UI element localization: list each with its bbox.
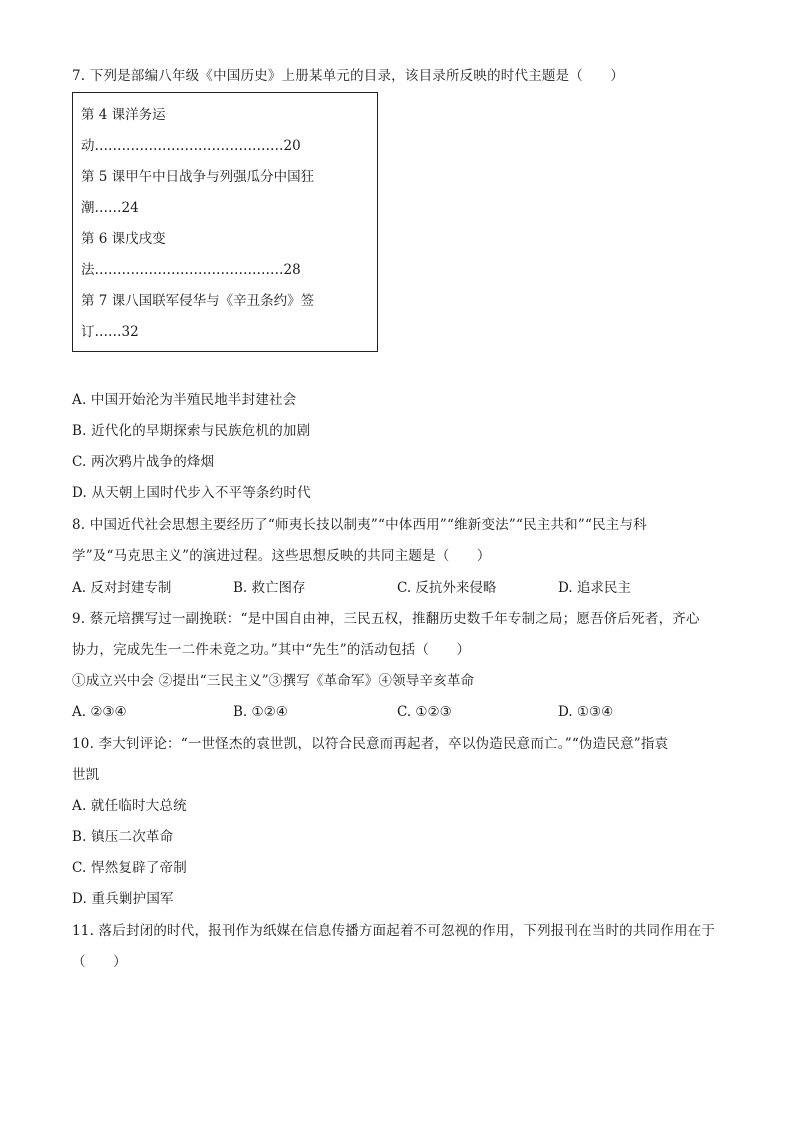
toc-line: 法……………………………………28: [81, 262, 301, 278]
toc-line: 订……32: [81, 324, 139, 340]
q11-stem-line1: 11. 落后封闭的时代，报刊作为纸媒在信息传播方面起着不可忽视的作用，下列报刊在当时的共同作用在于: [72, 923, 716, 939]
q8-stem-line1: 8. 中国近代社会思想主要经历了“师夷长技以制夷”“中体西用”“维新变法”“民主共和”“民主与科: [72, 517, 647, 533]
toc-line: 第 5 课甲午中日战争与列强瓜分中国狂: [81, 169, 315, 185]
q9-option-c: C. ①②③: [397, 704, 452, 720]
q8-option-a: A. 反对封建专制: [72, 580, 172, 596]
q7-option-c: C. 两次鸦片战争的烽烟: [72, 454, 215, 470]
q8-option-b: B. 救亡图存: [233, 580, 306, 596]
q8-stem-line2: 学”及“马克思主义”的演进过程。这些思想反映的共同主题是（ ）: [72, 548, 491, 564]
q9-items: ①成立兴中会 ②提出“三民主义”③撰写《革命军》④领导辛亥革命: [72, 673, 475, 689]
toc-line: 第 4 课洋务运: [81, 107, 166, 123]
q10-stem-line2: 世凯: [72, 767, 100, 783]
q8-option-d: D. 追求民主: [558, 580, 631, 596]
q7-option-a: A. 中国开始沦为半殖民地半封建社会: [72, 392, 297, 408]
q7-table-of-contents: [72, 92, 378, 352]
q10-option-a: A. 就任临时大总统: [72, 798, 187, 814]
q9-option-d: D. ①③④: [558, 704, 614, 720]
q7-option-d: D. 从天朝上国时代步入不平等条约时代: [72, 485, 311, 501]
q10-stem-line1: 10. 李大钊评论：“一世怪杰的袁世凯，以符合民意而再起者，卒以伪造民意而亡。”“伪造民意”指袁: [72, 736, 669, 752]
q7-stem: 7. 下列是部编八年级《中国历史》上册某单元的目录，该目录所反映的时代主题是（ ）: [72, 68, 625, 84]
q7-option-b: B. 近代化的早期探索与民族危机的加剧: [72, 423, 311, 439]
q9-stem-line1: 9. 蔡元培撰写过一副挽联：“是中国自由神，三民五权，推翻历史数千年专制之局；愿吾侪后死者，齐心: [72, 611, 700, 627]
q8-option-c: C. 反抗外来侵略: [397, 580, 497, 596]
q9-option-a: A. ②③④: [72, 704, 127, 720]
toc-line: 动……………………………………20: [81, 138, 301, 154]
toc-line: 潮……24: [81, 200, 139, 216]
q11-stem-line2: （ ）: [72, 954, 127, 970]
q9-option-b: B. ①②④: [233, 704, 288, 720]
q10-option-c: C. 悍然复辟了帝制: [72, 860, 187, 876]
q10-option-d: D. 重兵剿护国军: [72, 891, 174, 907]
q10-option-b: B. 镇压二次革命: [72, 829, 174, 845]
toc-line: 第 7 课八国联军侵华与《辛丑条约》签: [81, 293, 315, 309]
toc-line: 第 6 课戊戌变: [81, 231, 166, 247]
q9-stem-line2: 协力，完成先生一二件未竟之功。”其中“先生”的活动包括（ ）: [72, 642, 471, 658]
